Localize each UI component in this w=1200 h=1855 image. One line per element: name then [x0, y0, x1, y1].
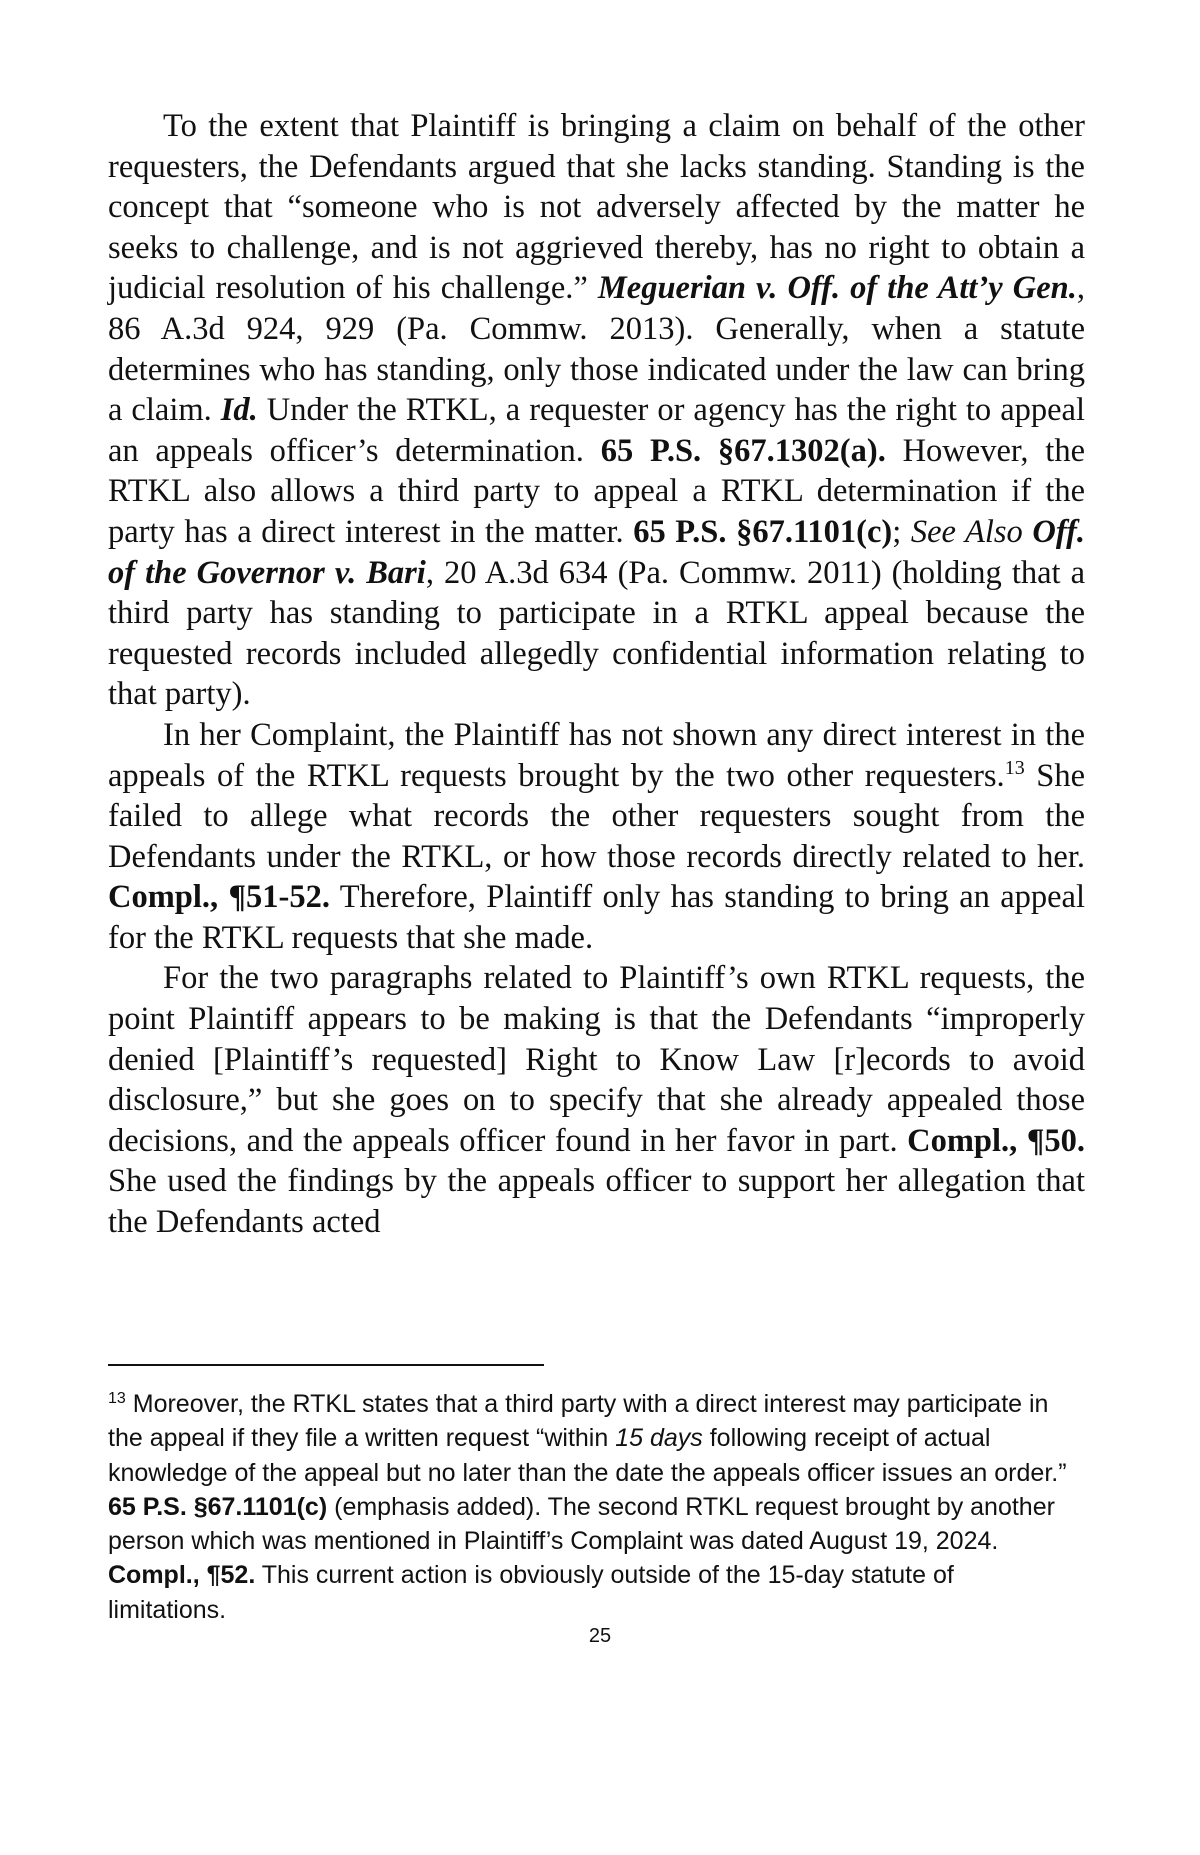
text-run: She failed to allege what records the other requesters sought from the Defendants under the RTKL, or how those records directly related to her.	[108, 757, 1085, 875]
text-run: She used the findings by the appeals officer to support her allegation that the Defendants acted	[108, 1163, 1085, 1241]
case-citation: Meguerian v. Off. of the Att’y Gen.	[597, 270, 1077, 307]
text-run: following receipt of actual knowledge of the appeal but no later than the date the appeals officer issues an order.”	[108, 1424, 1067, 1487]
footnote-text	[108, 1390, 1067, 1624]
text-run: Under the RTKL, a requester or agency has the right to appeal an appeals officer’s determination.	[108, 392, 1085, 469]
statute-citation: 65 P.S. §67.1101(c)	[108, 1492, 328, 1521]
paragraph-own-requests	[108, 958, 1085, 1242]
statute-citation: 65 P.S. §67.1302(a).	[600, 432, 886, 469]
case-citation: Id.	[220, 392, 258, 429]
case-citation: Off. of the Governor v. Bari	[108, 513, 1086, 591]
statute-citation: Compl., ¶51-52.	[108, 879, 330, 916]
footnote-marker: 13	[108, 1390, 126, 1407]
text-run: In her Complaint, the Plaintiff has not shown any direct interest in the appeals of the RTKL requests brought by the two other requesters.	[108, 716, 1085, 794]
emphasis-text: 15 days	[615, 1424, 703, 1453]
footnote-divider	[108, 1364, 544, 1366]
text-run: This current action is obviously outside of the 15-day statute of limitations.	[108, 1561, 954, 1624]
text-run: Therefore, Plaintiff only has standing to bring an appeal for the RTKL requests that she made.	[108, 879, 1085, 956]
text-run: , 20 A.3d 634 (Pa. Commw. 2011) (holding that a third party has standing to participate in a RTKL appeal because the requested records included allegedly confidential information relating to that party).	[108, 554, 1085, 713]
text-run: (emphasis added). The second RTKL request brought by another person which was mentioned in Plaintiff’s Complaint was dated August 19, 2024.	[108, 1492, 1055, 1556]
footnote-reference: 13	[1004, 756, 1025, 779]
footnote-13	[108, 1387, 1078, 1627]
text-run: ;	[892, 513, 911, 550]
paragraph-direct-interest	[108, 715, 1085, 959]
text-run: For the two paragraphs related to Plaintiff’s own RTKL requests, the point Plaintiff appears to be making is that the Defendants “improperly denied [Plaintiff’s requested] Right to Know Law [r]ecords to avoid disclosure,” but she goes on to specify that she already appealed those decisions, and the appeals officer found in her favor in part.	[108, 960, 1085, 1159]
statute-citation: 65 P.S. §67.1101(c)	[633, 513, 893, 550]
paragraph-standing	[108, 106, 1085, 715]
statute-citation: Compl., ¶52.	[108, 1561, 256, 1590]
body-text	[108, 106, 1085, 1243]
emphasis-text: See Also	[910, 513, 1033, 550]
text-run: To the extent that Plaintiff is bringing a claim on behalf of the other requesters, the Defendants argued that she lacks standing. Standing is the concept that “someone who is not adversely affected by the matter he seeks to challenge, and is not aggrieved thereby, has no right to obtain a judicial resolution of his challenge.”	[108, 108, 1085, 307]
statute-citation: Compl., ¶50.	[907, 1122, 1085, 1159]
text-run: Moreover, the RTKL states that a third party with a direct interest may participate in the appeal if they file a written request “within	[108, 1390, 1049, 1453]
text-run: , 86 A.3d 924, 929 (Pa. Commw. 2013). Generally, when a statute determines who has standing, only those indicated under the law can bring a claim.	[108, 270, 1085, 429]
page-number: 25	[588, 1625, 612, 1647]
text-run: However, the RTKL also allows a third party to appeal a RTKL determination if the party has a direct interest in the matter.	[108, 432, 1085, 550]
